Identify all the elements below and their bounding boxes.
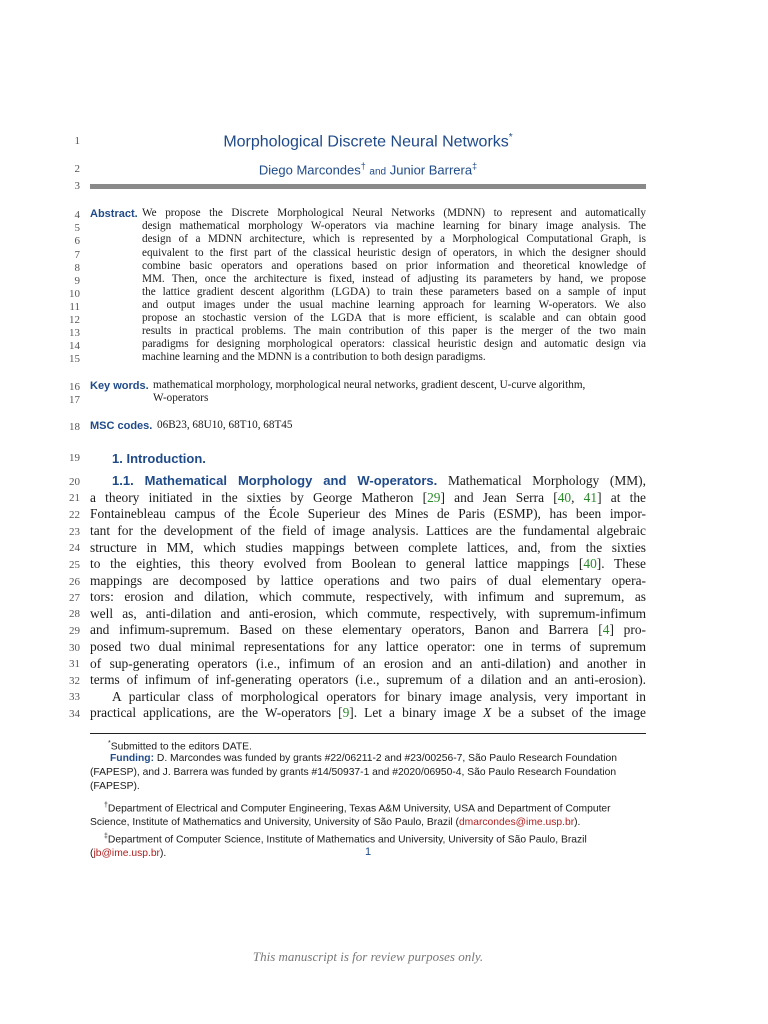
footnote-affiliation-1 xyxy=(90,799,646,830)
author-footnote-mark: ‡ xyxy=(472,161,478,171)
line-number: 24 xyxy=(69,542,80,554)
abstract-line: design mathematical morphology W-operators via machine learning for binary image analysis. The xyxy=(142,220,646,232)
body-line xyxy=(90,622,646,638)
footnote-rule xyxy=(90,733,646,734)
abstract-line: paradigms for designing morphological operators: classical heuristic design and automatic design via xyxy=(142,338,646,350)
line-number: 30 xyxy=(69,642,80,654)
line-number: 21 xyxy=(69,492,80,504)
line-number: 31 xyxy=(69,658,80,670)
footnote-text: Department of Electrical and Computer Engineering, Texas A&M University, USA and Department of Computer Science, Institute of Mathematics and University, University of São Paulo, Brazil ( xyxy=(90,803,611,829)
line-number: 20 xyxy=(69,476,80,488)
author-conjunction: and xyxy=(369,166,387,178)
body-fragment: ] pro- xyxy=(609,622,646,637)
author-name: Diego Marcondes xyxy=(258,162,361,178)
line-number: 14 xyxy=(69,340,80,352)
abstract-label: Abstract. xyxy=(90,208,138,220)
line-number: 5 xyxy=(74,222,80,234)
msc-label: MSC codes. xyxy=(90,420,153,432)
citation-link[interactable]: 40 xyxy=(583,556,597,571)
section-heading: 1. Introduction. xyxy=(112,451,206,466)
footnote-mark: * xyxy=(108,740,111,747)
citation-link[interactable]: 40 xyxy=(557,490,572,505)
abstract-line: equivalent to the first part of the classical heuristic design of operators, in which the designer should xyxy=(142,247,646,259)
line-number: 19 xyxy=(69,452,80,464)
footnote-text: D. Marcondes was funded by grants #22/06211-2 and #23/00256-7, São Paulo Research Foundation (FAPESP), and J. Barrera was funded by grants #14/50937-1 and #2020/06950-4, São Paulo Research Foundation (FAPESP). xyxy=(90,753,617,792)
footnote-funding xyxy=(90,752,646,794)
abstract-line: propose an stochastic version of the LGDA that is more efficient, is scalable and can obtain good xyxy=(142,312,646,324)
line-number: 7 xyxy=(74,249,80,261)
body-line: posed two dual minimal representations for any lattice operator: one in terms of supremum xyxy=(90,639,646,654)
body-line: A particular class of morphological operators for binary image analysis, very important in xyxy=(112,689,646,704)
author-footnote-mark: † xyxy=(360,161,366,171)
line-number: 3 xyxy=(74,180,80,192)
body-line xyxy=(90,556,646,572)
citation-link[interactable]: 41 xyxy=(583,490,598,505)
email-link[interactable]: jb@ime.usp.br xyxy=(93,848,160,860)
line-number: 22 xyxy=(69,509,80,521)
review-notice: This manuscript is for review purposes only. xyxy=(252,949,484,964)
body-line: well as, anti-dilation and anti-erosion, which commute, respectively, with supremum-infimum xyxy=(90,606,646,621)
line-number: 2 xyxy=(74,163,80,175)
body-fragment: to the eighties, this theory evolved from Boolean to general lattice mappings [ xyxy=(90,556,584,571)
citation-link[interactable]: 4 xyxy=(602,622,610,637)
line-number: 33 xyxy=(69,691,80,703)
abstract-line: MM. Then, once the architecture is fixed, instead of adjusting its parameters by hand, we propose xyxy=(142,273,646,285)
body-line: of sup-generating operators (i.e., infimum of an erosion and an anti-dilation) and another in xyxy=(90,656,646,671)
line-number: 29 xyxy=(69,625,80,637)
citation-link[interactable]: 29 xyxy=(427,490,441,505)
body-fragment: Mathematical Morphology (MM), xyxy=(437,473,646,488)
line-number: 27 xyxy=(69,592,80,604)
footnote-text: ). xyxy=(574,817,581,829)
line-number: 10 xyxy=(69,288,80,300)
author-list xyxy=(90,161,646,177)
abstract-line: combine basic operators and operations based on prior information and theoretical knowledge of xyxy=(142,260,646,272)
line-number: 16 xyxy=(69,381,80,393)
msc-codes: 06B23, 68U10, 68T10, 68T45 xyxy=(157,419,293,431)
abstract-line: machine learning and the MDNN is a contribution to both design paradigms. xyxy=(142,351,486,363)
line-number: 28 xyxy=(69,608,80,620)
funding-label: Funding: xyxy=(110,753,155,764)
line-number: 8 xyxy=(74,262,80,274)
citation-link[interactable]: 9 xyxy=(342,705,350,720)
body-fragment: practical applications, are the W-operators [ xyxy=(90,705,343,720)
footnote-text: ). xyxy=(159,848,167,860)
line-number: 23 xyxy=(69,526,80,538)
paper-title xyxy=(90,132,646,151)
title-footnote-mark: * xyxy=(508,132,513,143)
line-number: 26 xyxy=(69,576,80,588)
keywords-line: W-operators xyxy=(153,392,209,404)
footnote-text: Submitted to the editors DATE. xyxy=(110,741,252,753)
body-line: structure in MM, which studies mappings between complete lattices, and, from the sixties xyxy=(90,540,646,555)
footnote-mark: † xyxy=(104,802,108,809)
body-fragment: ] at the xyxy=(597,490,646,505)
line-number: 15 xyxy=(69,353,80,365)
body-fragment: be a subset of the image xyxy=(491,705,646,720)
footnote-mark: ‡ xyxy=(104,833,108,840)
body-line: tant for the development of the field of image analysis. Lattices are the fundamental algebraic xyxy=(90,523,646,538)
abstract-line: We propose the Discrete Morphological Neural Networks (MDNN) to represent and automatically xyxy=(142,207,646,219)
body-line: tors: erosion and dilation, which commute, respectively, with infimum and supremum, as xyxy=(90,589,646,604)
keywords-label: Key words. xyxy=(90,380,149,392)
body-fragment: ]. These xyxy=(596,556,646,571)
body-fragment: a theory initiated in the sixties by George Matheron [ xyxy=(90,490,428,505)
line-number: 34 xyxy=(69,708,80,720)
body-line: terms of infimum of inf-generating operators (i.e., supremum of a dilation and an anti-erosion). xyxy=(90,672,646,687)
line-number: 25 xyxy=(69,559,80,571)
title-rule xyxy=(90,184,646,189)
abstract-line: design of a MDNN architecture, which is represented by a Morphological Computational Graph, is xyxy=(142,233,646,245)
body-line xyxy=(90,705,646,721)
line-number: 1 xyxy=(74,135,80,147)
title-text: Morphological Discrete Neural Networks xyxy=(223,133,509,151)
body-line: Fontainebleau campus of the École Superieur des Mines de Paris (ESMP), has been impor- xyxy=(90,506,646,521)
line-number: 18 xyxy=(69,421,80,433)
body-fragment: ]. Let a binary image xyxy=(349,705,484,720)
body-line: mappings are decomposed by lattice operations and two pairs of dual elementary opera- xyxy=(90,573,646,588)
line-number: 32 xyxy=(69,675,80,687)
page-number: 1 xyxy=(364,846,372,858)
line-number: 9 xyxy=(74,275,80,287)
footnote-text: Department of Computer Science, Institute of Mathematics and University, University of São Paulo, Brazil ( xyxy=(90,834,587,860)
body-line xyxy=(112,473,646,489)
abstract-line: and output images under the usual machine learning approach for learning W-operators. We also xyxy=(142,299,646,311)
keywords-line: mathematical morphology, morphological neural networks, gradient descent, U-curve algorithm, xyxy=(153,379,586,391)
line-number: 13 xyxy=(69,327,80,339)
body-fragment: ] and Jean Serra [ xyxy=(440,490,558,505)
math-symbol: X xyxy=(483,705,492,720)
subsection-heading: 1.1. Mathematical Morphology and W-operators. xyxy=(112,473,438,488)
body-fragment: and infimum-supremum. Based on these elementary operators, Banon and Barrera [ xyxy=(90,622,603,637)
abstract-line: results in practical problems. The main contribution of this paper is the merger of the two main xyxy=(142,325,646,337)
abstract-line: the lattice gradient descent algorithm (LGDA) to train these parameters based on a sample of input xyxy=(142,286,646,298)
body-fragment: , xyxy=(571,490,584,505)
line-number: 11 xyxy=(69,301,80,313)
line-number: 12 xyxy=(69,314,80,326)
line-number: 6 xyxy=(74,235,80,247)
line-number: 4 xyxy=(74,209,80,221)
body-line xyxy=(90,490,646,506)
email-link[interactable]: dmarcondes@ime.usp.br xyxy=(458,817,575,829)
author-name: Junior Barrera xyxy=(389,162,473,178)
line-number: 17 xyxy=(69,394,80,406)
